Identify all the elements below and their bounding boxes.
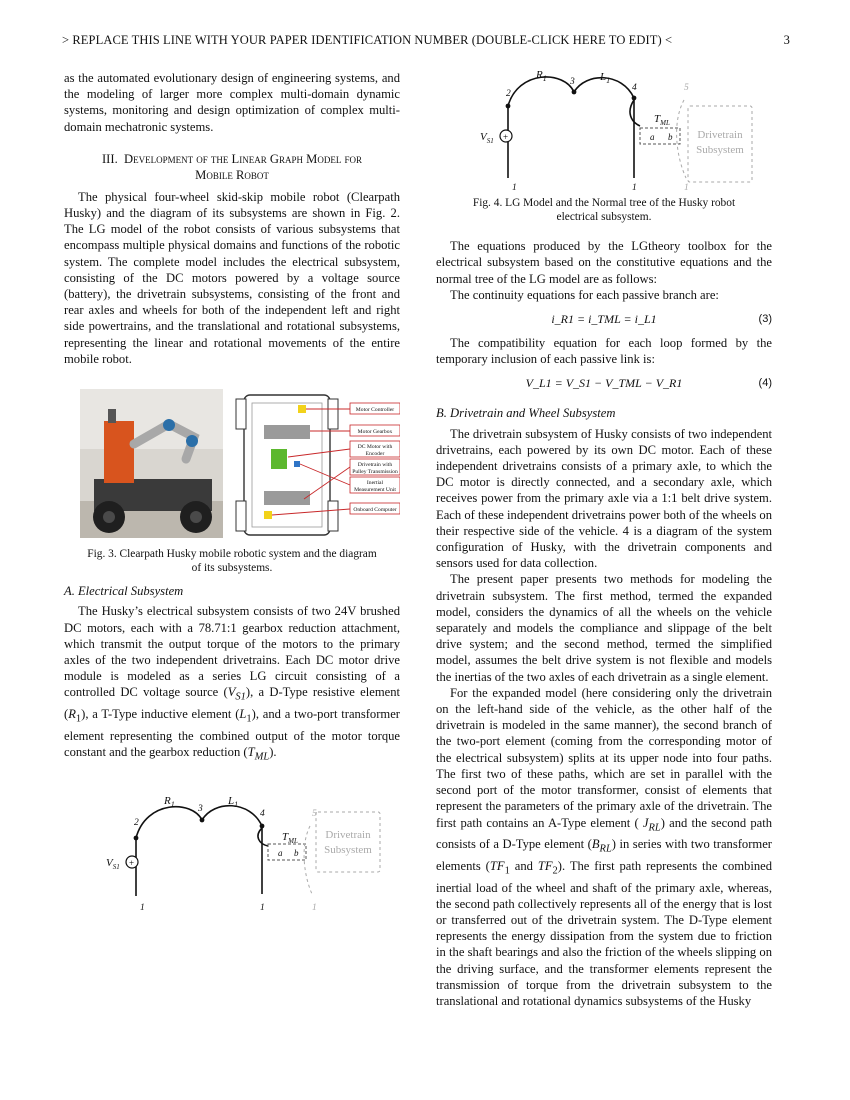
label-dc-motor-line2: Encoder bbox=[365, 451, 385, 458]
subsystem-diagram bbox=[236, 395, 400, 535]
robot-photo bbox=[80, 389, 223, 538]
figure-3-caption-line1: Fig. 3. Clearpath Husky mobile robotic system and the diagram bbox=[87, 548, 377, 561]
label-imu-line2: Measurement Unit bbox=[354, 487, 396, 494]
figure-3-caption bbox=[72, 547, 392, 575]
section-numeral: III. bbox=[101, 151, 118, 166]
svg-text:4: 4 bbox=[260, 808, 265, 819]
label-motor-gearbox: Motor Gearbox bbox=[357, 429, 393, 436]
svg-text:L1: $L_1$ bbox=[600, 71, 611, 85]
svg-text:4: 4 bbox=[632, 83, 637, 93]
svg-text:3: 3 bbox=[198, 803, 203, 814]
svg-text:+: + bbox=[129, 857, 135, 868]
svg-text:b: b bbox=[668, 132, 673, 142]
svg-text:1: 1 bbox=[684, 183, 689, 192]
lg-diagram-lower bbox=[64, 786, 400, 920]
label-onboard-computer: Onboard Computer bbox=[353, 507, 397, 514]
paragraph-electrical: The Husky’s electrical subsystem consists of two 24V brushed DC motors, each with a 78.71:1 gearbox reduction attachment, which transmit the output torque of the motors to the primary axles of the two independent drivetrains. Each DC motor drive module is modeled as a series LG circuit consisting of a controlled DC voltage source $(V_{S1})$, a D-Type resistive element $(R_1)$, a T-Type inductive element $(L_1)$, and a two-port transformer element representing the combined output of the motor torque constant and the gearbox reduction $(T_{ML})$. bbox=[64, 604, 400, 763]
equation-3-number: (3) bbox=[758, 313, 772, 326]
paragraph-drivetrain-2: The present paper presents two methods for modeling the drivetrain subsystem. The first method, termed the expanded model, considers the dynamics of all the wheels on the vehicle separately and models the compliance and slippage of the belt drive system; and the second method, termed the simplified model, assumes the belt drive system is not flexible and models the inertias of the two axles of each drivetrain as a single element. bbox=[436, 572, 772, 684]
paragraph-drivetrain-3: For the expanded model (here considering only the drivetrain on the left-hand side of the vehicle, as the other half of the drivetrain is modeled in the same manner), the second branch of the two-port element (coming from the corresponding motor of the electrical subsystem) splits at its upper node into four paths. The first two of these paths, which are set in parallel with the second port of the motor transformer, consist of elements that represent the parameters of the primary axle of the drivetrain. The first path contains an A-Type element ( $J_{RL}$) and the second path consists of a D-Type element $(B_{RL})$ in series with two transformer elements ($TF_1$ and $TF_2$). The first path represents the combined inertial load of the wheel and shaft of the primary axle, whereas, the second path collectively represents all of the energy that is lost or transferred out of the drivetrain system. The D-Type element represents the energy dissipation from the system due to friction in the shaft bearings and also the friction of the wheels slipping on the driving surface, and the transformer elements represent the transmission of torque from the drivetrain subsystem to the translational and rotational dynamics subsystems of the Husky bbox=[436, 685, 773, 1009]
equation-4-number: (4) bbox=[758, 377, 772, 390]
svg-text:1: 1 bbox=[312, 902, 317, 913]
section-title-line1: Development of the Linear Graph Model for bbox=[124, 151, 362, 166]
svg-text:2: 2 bbox=[506, 89, 511, 99]
figure-3 bbox=[64, 389, 400, 575]
svg-text:3: 3 bbox=[570, 77, 575, 87]
lg-diagram-upper bbox=[436, 66, 772, 192]
figure-4-caption bbox=[444, 196, 764, 224]
equation-4 bbox=[436, 371, 772, 395]
svg-text:a: a bbox=[650, 132, 655, 142]
subsection-a-heading: A. Electrical Subsystem bbox=[64, 584, 184, 599]
paragraph-drivetrain-1: The drivetrain subsystem of Husky consists of two independent drivetrains, each powered by its own DC motor. Each of these independent drivetrains consists of a primary axle, to which the DC motor is directly connected, and a secondary axle, which receives power from the primary axle via a 1:1 belt drive system. Each of these independent drivetrains power both of the wheels on their respective side of the vehicle. 4 is a diagram of the system configuration of Husky, with the drivetrain components and sensors used for data collection. bbox=[436, 426, 772, 571]
label-drivetrain-line2: Pulley Transmission bbox=[352, 469, 398, 476]
paragraph-compatibility: The compatibility equation for each loop formed by the temporary inclusion of each passive link is: bbox=[436, 336, 772, 367]
svg-text:VS1: $V_{S1}$ bbox=[106, 856, 120, 871]
subsection-b-heading: B. Drivetrain and Wheel Subsystem bbox=[436, 406, 616, 421]
svg-text:+: + bbox=[503, 132, 509, 142]
paragraph-continuation: as the automated evolutionary design of engineering systems, and the modeling of larger more complex multi-domain dynamic systems, monitoring and design optimization of complex multi-domain mechatronic systems. bbox=[64, 71, 400, 134]
section-title-line2: Mobile Robot bbox=[195, 167, 269, 182]
section-heading bbox=[64, 151, 400, 183]
svg-text:R1: $R_1$ bbox=[164, 794, 175, 809]
svg-text:VS1: $V_{S1}$ bbox=[480, 131, 494, 145]
running-title: > REPLACE THIS LINE WITH YOUR PAPER IDENTIFICATION NUMBER (DOUBLE-CLICK HERE TO EDIT) < bbox=[62, 33, 673, 47]
svg-text:1: 1 bbox=[140, 902, 145, 913]
svg-text:R1: $R_1$ bbox=[536, 69, 547, 83]
label-drivetrain-line1: Drivetrain with bbox=[357, 462, 393, 469]
equation-3-expression: i_R1 = i_TML = i_L1 bbox=[551, 312, 657, 327]
running-header bbox=[62, 33, 790, 48]
paragraph-continuity: The continuity equations for each passive branch are: bbox=[450, 287, 719, 302]
drivetrain-label-line2: Subsystem bbox=[696, 144, 744, 156]
svg-text:L1: $L_1$ bbox=[228, 794, 239, 809]
svg-text:1: 1 bbox=[632, 183, 637, 192]
svg-text:a: a bbox=[278, 847, 283, 858]
left-column bbox=[64, 70, 400, 920]
svg-text:5: 5 bbox=[312, 808, 317, 819]
svg-text:b: b bbox=[294, 847, 299, 858]
paragraph-intro: The physical four-wheel skid-skip mobile robot (Clearpath Husky) and the diagram of its subsystems are shown in Fig. 2. The LG model of the robot consists of various subsystems that encompass multiple physical domains and functions of the robotic system. The complete model includes the electrical subsystem, consisting of the DC motors powered by a voltage source (battery), the drivetrain subsystems, consisting of the front and rear axles and wheels for both of the independent left and right side powertrains, and the translational and rotational subsystems, representing the linear and rotational movements of the entire mobile robot. bbox=[64, 189, 400, 366]
paragraph-equations-intro: The equations produced by the LGtheory toolbox for the electrical subsystem based on the constitutive equations and the normal tree of the LG model are as follows: bbox=[436, 239, 772, 286]
svg-text:TML: $T_{ML}$ bbox=[282, 830, 298, 845]
figure-4-caption-line1: Fig. 4. LG Model and the Normal tree of the Husky robot bbox=[472, 197, 736, 210]
svg-text:5: 5 bbox=[684, 83, 689, 93]
drivetrain-label-line2: Subsystem bbox=[324, 843, 372, 856]
figure-3-caption-line2: of its subsystems. bbox=[191, 562, 273, 575]
label-dc-motor-line1: DC Motor with bbox=[357, 444, 393, 451]
figure-3-graphic bbox=[64, 389, 400, 541]
page-number: 3 bbox=[783, 33, 790, 47]
svg-text:TML: $T_{ML}$ bbox=[654, 113, 670, 127]
drivetrain-label-line1: Drivetrain bbox=[325, 828, 371, 841]
equation-4-expression: V_L1 = V_S1 − V_TML − V_R1 bbox=[525, 376, 683, 391]
svg-text:1: 1 bbox=[512, 183, 517, 192]
drivetrain-label-line1: Drivetrain bbox=[697, 129, 743, 141]
figure-4-caption-line2: electrical subsystem. bbox=[556, 211, 652, 224]
label-motor-controller: Motor Controller bbox=[355, 407, 395, 414]
label-imu-line1: Inertial bbox=[366, 480, 384, 487]
svg-text:1: 1 bbox=[260, 902, 265, 913]
right-column bbox=[436, 66, 772, 1009]
svg-text:2: 2 bbox=[134, 817, 139, 828]
figure-4 bbox=[436, 66, 772, 224]
equation-3 bbox=[436, 307, 772, 331]
